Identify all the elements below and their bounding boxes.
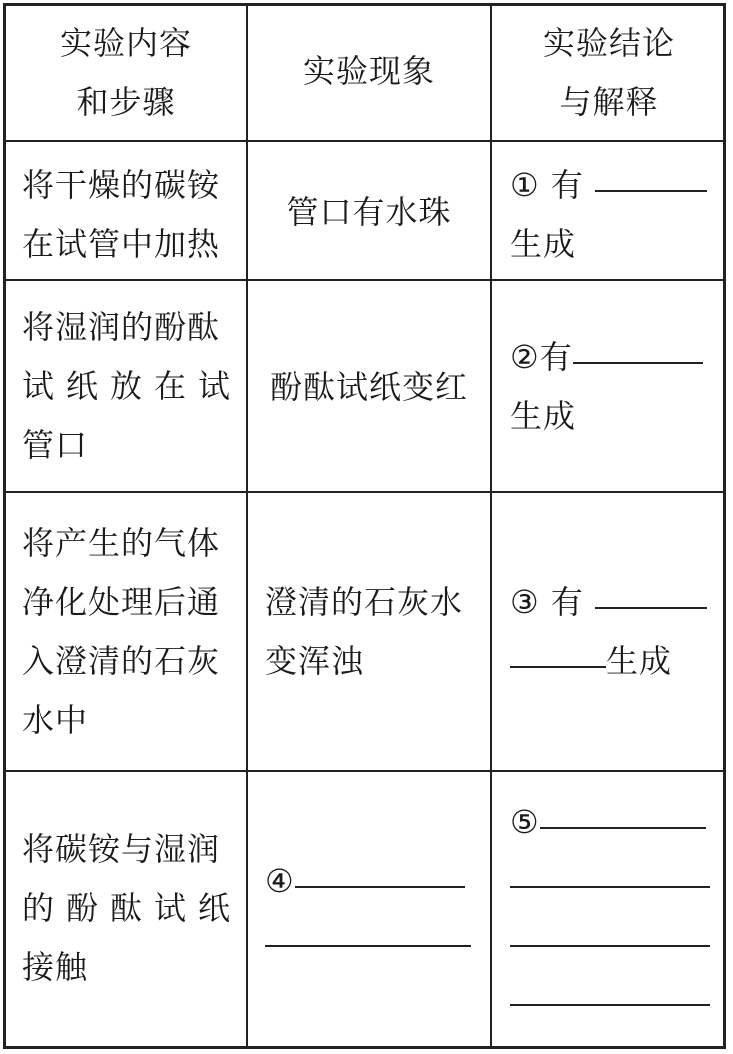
row2-phenomenon: [248, 358, 490, 417]
answer-marker-3: ③: [510, 583, 540, 621]
row1-conclusion-suffix: 生成: [510, 225, 577, 263]
row-divider-1: [3, 140, 726, 142]
row4-conclusion-line3: [510, 911, 720, 970]
column-divider-1: [246, 3, 248, 1049]
row3-phenomenon-line1: 澄清的石灰水: [265, 583, 464, 621]
row4-phenomenon-line1: [265, 852, 487, 911]
header-col3-line1: 实验结论: [542, 24, 675, 62]
row2-conclusion-prefix: 有: [539, 338, 573, 376]
answer-blank-5d[interactable]: [510, 970, 710, 1006]
row2-conclusion-line1: [510, 328, 720, 387]
row2-content: [22, 298, 242, 475]
row1-content-line2: 在试管中加热: [22, 225, 221, 263]
row3-phenomenon: [265, 573, 487, 691]
header-col1-line2: 和步骤: [76, 83, 176, 121]
row3-content-line1: 将产生的气体: [22, 524, 221, 562]
row1-content: [22, 156, 242, 274]
row4-content: [22, 820, 242, 997]
row3-phenomenon-line2: 变浑浊: [265, 642, 365, 680]
row2-content-line2: 试纸放在试: [22, 367, 243, 405]
answer-blank-4a[interactable]: [295, 852, 465, 888]
row3-conclusion-prefix: 有: [550, 583, 584, 621]
row-divider-4: [3, 770, 726, 772]
row1-phenomenon: [248, 183, 490, 242]
row3-conclusion-suffix: 生成: [606, 642, 673, 680]
row1-conclusion-prefix: 有: [550, 166, 584, 204]
answer-blank-1[interactable]: [595, 156, 707, 192]
row1-conclusion: [510, 156, 720, 274]
header-conclusion: [492, 14, 726, 132]
row3-conclusion-line1: [510, 573, 720, 632]
row4-content-line2: 的酚酞试纸: [22, 889, 243, 927]
answer-marker-1: ①: [510, 166, 540, 204]
row4-content-line1: 将碳铵与湿润: [22, 830, 221, 868]
row2-content-line1: 将湿润的酚酞: [22, 308, 221, 346]
row1-conclusion-line1: [510, 156, 720, 215]
answer-blank-3a[interactable]: [595, 573, 707, 609]
answer-blank-5b[interactable]: [510, 852, 710, 888]
answer-blank-2[interactable]: [573, 328, 703, 364]
row4-phenomenon-line2: [265, 911, 487, 970]
header-content-steps: [6, 14, 246, 132]
row4-conclusion: [510, 793, 720, 1029]
row3-content-line4: 水中: [22, 701, 89, 739]
row4-content-line3: 接触: [22, 948, 89, 986]
row3-content-line3: 入澄清的石灰: [22, 642, 221, 680]
row3-content: [22, 514, 242, 750]
row4-conclusion-line2: [510, 852, 720, 911]
answer-blank-3b[interactable]: [510, 632, 606, 668]
answer-blank-5a[interactable]: [540, 793, 706, 829]
row-divider-2: [3, 279, 726, 281]
header-phenomenon: [248, 42, 490, 101]
header-col3-line2: 与解释: [559, 83, 659, 121]
row1-phenomenon-text: 管口有水珠: [286, 193, 452, 231]
answer-marker-4: ④: [265, 862, 295, 900]
row3-conclusion-line2: [510, 632, 720, 691]
answer-blank-5c[interactable]: [510, 911, 710, 947]
row1-content-line1: 将干燥的碳铵: [22, 166, 221, 204]
row4-phenomenon: [265, 852, 487, 970]
answer-marker-5: ⑤: [510, 803, 540, 841]
row-divider-3: [3, 491, 726, 493]
row2-conclusion: [510, 328, 720, 446]
answer-marker-2: ②: [510, 338, 540, 376]
row4-conclusion-line1: [510, 793, 720, 852]
row3-conclusion: [510, 573, 720, 691]
header-col1-line1: 实验内容: [59, 24, 192, 62]
row3-content-line2: 净化处理后通: [22, 583, 221, 621]
header-col2-label: 实验现象: [302, 52, 435, 90]
answer-blank-4b[interactable]: [265, 911, 471, 947]
row2-phenomenon-text: 酚酞试纸变红: [269, 368, 468, 406]
column-divider-2: [490, 3, 492, 1049]
row2-conclusion-suffix: 生成: [510, 397, 577, 435]
row2-content-line3: 管口: [22, 426, 89, 464]
row4-conclusion-line4: [510, 970, 720, 1029]
